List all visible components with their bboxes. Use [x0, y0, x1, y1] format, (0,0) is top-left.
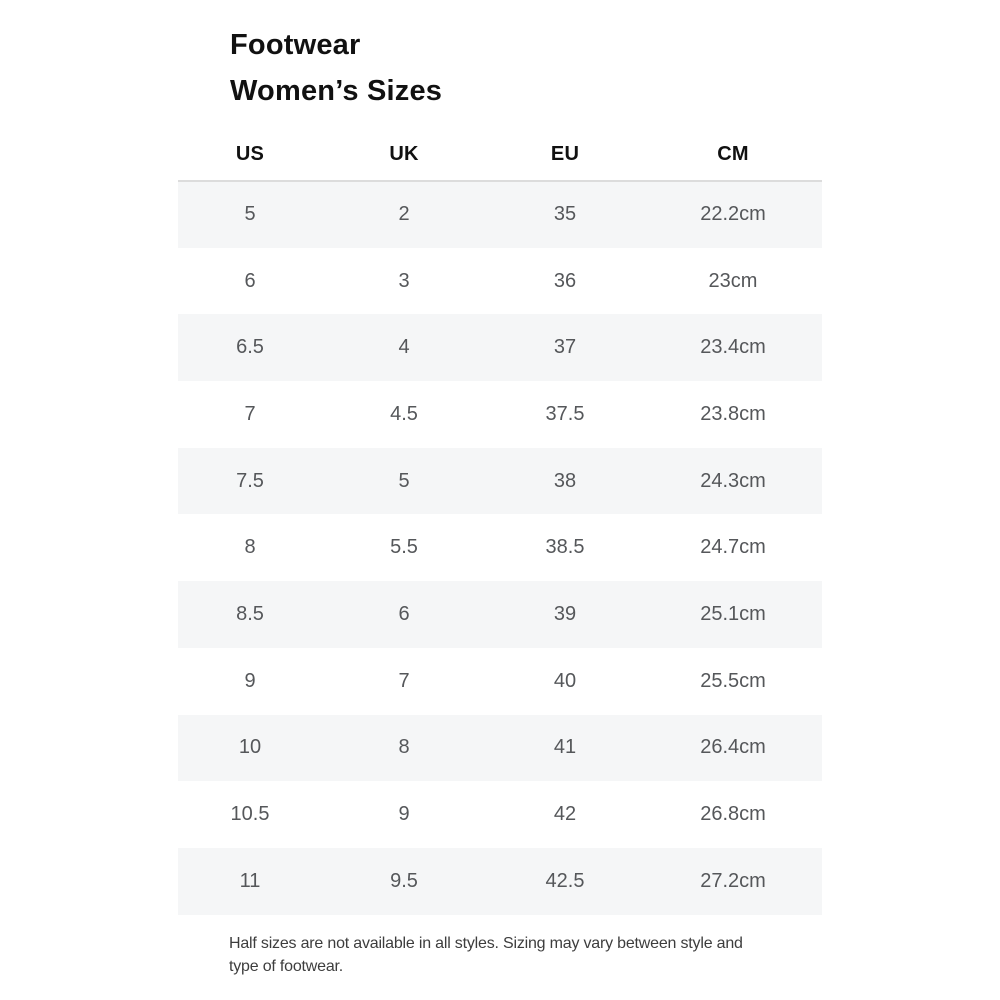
size-cell: 41 — [486, 715, 644, 782]
table-row — [178, 381, 822, 448]
size-cell: 26.8cm — [700, 803, 766, 826]
footnote — [229, 932, 829, 978]
size-cell: 23cm — [708, 269, 758, 292]
size-cell: 3 — [398, 269, 410, 292]
table-row — [178, 781, 822, 848]
page-title: Footwear — [230, 29, 361, 61]
size-cell: 9 — [244, 669, 256, 692]
size-cell: 8 — [244, 536, 256, 559]
size-cell: 10 — [178, 715, 322, 782]
size-cell: 42.5 — [486, 848, 644, 915]
womens-size-table — [178, 128, 822, 915]
size-cell: 25.5cm — [700, 669, 766, 692]
size-cell: 10.5 — [230, 803, 270, 826]
column-header-cm: CM — [644, 128, 822, 181]
table-row — [178, 314, 822, 381]
table-row — [178, 181, 822, 248]
page-subtitle: Women’s Sizes — [230, 75, 443, 107]
size-cell: 5 — [178, 181, 322, 248]
table-row — [178, 581, 822, 648]
size-cell: 22.2cm — [644, 181, 822, 248]
size-cell: 26.4cm — [644, 715, 822, 782]
size-cell: 42 — [553, 803, 577, 826]
size-cell: 9 — [398, 803, 410, 826]
table-row — [178, 848, 822, 915]
size-cell: 7.5 — [178, 448, 322, 515]
column-header-us: US — [178, 128, 322, 181]
size-cell: 2 — [322, 181, 486, 248]
size-cell: 27.2cm — [644, 848, 822, 915]
size-cell: 37.5 — [545, 402, 585, 425]
size-cell: 23.4cm — [644, 314, 822, 381]
column-header-uk: UK — [322, 128, 486, 181]
table-row — [178, 248, 822, 315]
size-cell: 9.5 — [322, 848, 486, 915]
table-row — [178, 648, 822, 715]
size-cell: 24.7cm — [700, 536, 766, 559]
size-cell: 4.5 — [390, 402, 418, 425]
size-cell: 7 — [244, 402, 256, 425]
size-cell: 38.5 — [545, 536, 585, 559]
size-cell: 8.5 — [178, 581, 322, 648]
footnote-line-2: type of footwear. — [229, 958, 344, 975]
size-cell: 11 — [178, 848, 322, 915]
size-cell: 39 — [486, 581, 644, 648]
footnote-line-1: Half sizes are not available in all styles. Sizing may vary between style and — [229, 935, 743, 952]
size-cell: 35 — [486, 181, 644, 248]
size-cell: 5 — [322, 448, 486, 515]
size-cell: 6 — [244, 269, 256, 292]
size-cell: 23.8cm — [700, 402, 766, 425]
table-row — [178, 448, 822, 515]
table-row — [178, 514, 822, 581]
size-cell: 6.5 — [178, 314, 322, 381]
size-cell: 36 — [553, 269, 577, 292]
size-cell: 37 — [486, 314, 644, 381]
size-cell: 24.3cm — [644, 448, 822, 515]
size-cell: 6 — [322, 581, 486, 648]
size-cell: 8 — [322, 715, 486, 782]
table-header-row — [178, 128, 822, 181]
table-body — [178, 181, 822, 915]
size-cell: 5.5 — [390, 536, 418, 559]
size-cell: 4 — [322, 314, 486, 381]
size-cell: 40 — [553, 669, 577, 692]
size-cell: 38 — [486, 448, 644, 515]
column-header-eu: EU — [486, 128, 644, 181]
size-cell: 25.1cm — [644, 581, 822, 648]
table-row — [178, 715, 822, 782]
size-cell: 7 — [398, 669, 410, 692]
